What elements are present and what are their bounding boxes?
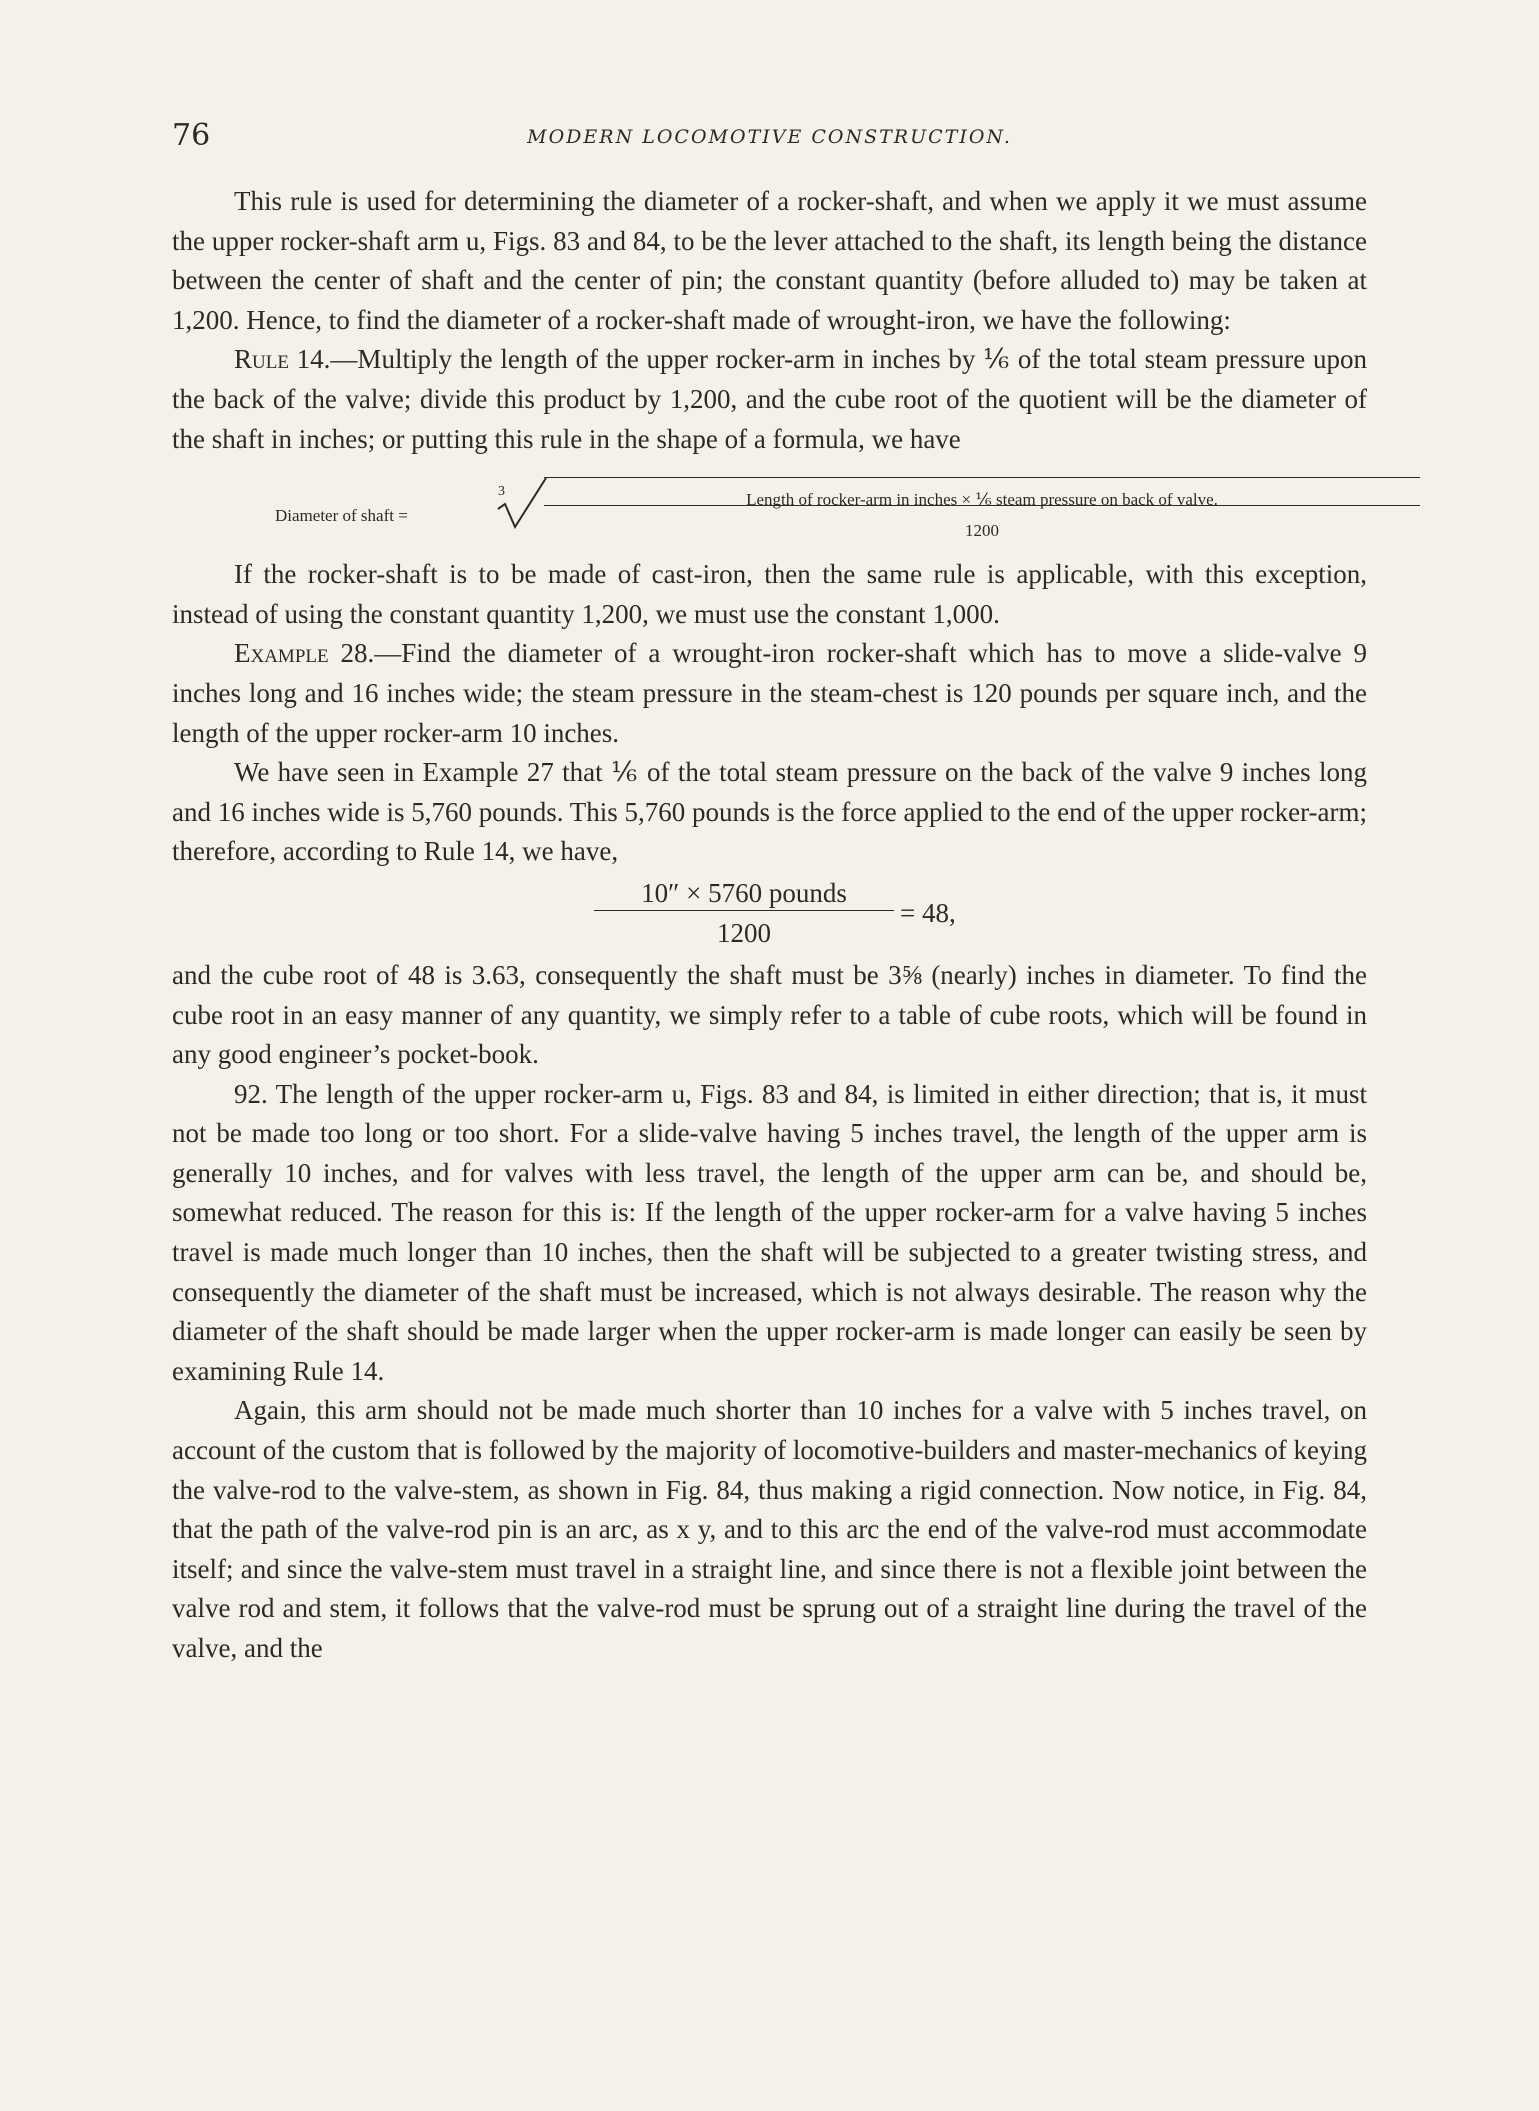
page-number: 76 — [172, 118, 211, 153]
fraction-line — [544, 505, 1420, 506]
paragraph-cast-iron: If the rocker-shaft is to be made of cast-iron, then the same rule is applicable, with this exception, instead of using the constant quantity 1,200, we must use the constant 1,000. — [172, 559, 1367, 629]
rule-label: Rule — [234, 344, 289, 375]
calc-fraction-line — [594, 910, 894, 911]
paragraph-arm-length: Again, this arm should not be made much shorter than 10 inches for a valve with 5 inches travel, on account of the custom that is followed by the majority of locomotive-builders and master-mechanics of keying the valve-rod to the valve-stem, as shown in Fig. 84, thus making a rigid connection. Now notice, in Fig. 84, that the path of the valve-rod pin is an arc, as x y, and to this arc the end of the valve-rod must accommodate itself; and since the valve-stem must travel in a straight line, and since there is not a flexible joint between the valve rod and stem, it follows that the valve-rod must be sprung out of a straight line during the travel of the valve, and the — [172, 1395, 1367, 1663]
calc-numerator: 10″ × 5760 pounds — [641, 877, 847, 908]
paragraph-92: 92. The length of the upper rocker-arm u, Figs. 83 and 84, is limited in either direction; that is, it must not be made too long or too short. For a slide-valve having 5 inches travel, the length of the upper arm is generally 10 inches, and for valves with less travel, the length of the upper arm can be, and should be, somewhat reduced. The reason for this is: If the length of the upper rocker-arm for a valve having 5 inches travel is made much longer than 10 inches, then the shaft will be subjected to a greater twisting stress, and consequently the diameter of the shaft must be increased, which is not always desirable. The reason why the diameter of the shaft should be made larger when the upper rocker-arm is made longer can easily be seen by examining Rule 14. — [172, 1078, 1367, 1386]
paragraph-example-27-reference: We have seen in Example 27 that ⅙ of the total steam pressure on the back of the valve 9 inches long and 16 inches wide is 5,760 pounds. This 5,760 pounds is the force applied to the end of the upper rocker-arm; therefore, according to Rule 14, we have, — [172, 757, 1367, 867]
cube-root-index: 3 — [498, 484, 505, 500]
calc-result: = 48, — [900, 897, 956, 928]
example-label: Example — [234, 638, 329, 669]
formula-example-calculation — [172, 872, 1367, 956]
paragraph-rule-14 — [172, 340, 1367, 459]
paragraph-cube-root: and the cube root of 48 is 3.63, consequently the shaft must be 3⅝ (nearly) inches in diameter. To find the cube root in an easy manner of any quantity, we simply refer to a table of cube roots, which will be found in any good engineer’s pocket-book. — [172, 959, 1367, 1070]
body-text — [172, 182, 1367, 1669]
formula-lhs: Diameter of shaft = — [275, 506, 408, 526]
rule-14-text: 14.—Multiply the length of the upper rocker-arm in inches by ⅙ of the total steam pressure upon the back of the valve; divide this product by 1,200, and the cube root of the quotient will be the diameter of the shaft in inches; or putting this rule in the shape of a formula, we have — [172, 344, 1367, 454]
paragraph-example-28 — [172, 634, 1367, 753]
running-head: MODERN LOCOMOTIVE CONSTRUCTION. — [527, 126, 1012, 148]
paragraph-rocker-shaft-rule: This rule is used for determining the diameter of a rocker-shaft, and when we apply it we must assume the upper rocker-shaft arm u, Figs. 83 and 84, to be the lever attached to the shaft, its length being the distance between the center of shaft and the center of pin; the constant quantity (before alluded to) may be taken at 1,200. Hence, to find the diameter of a rocker-shaft made of wrought-iron, we have the following: — [172, 186, 1367, 335]
formula-diameter-of-shaft — [172, 467, 1367, 545]
page-header — [172, 118, 1367, 168]
radical-vinculum — [544, 477, 1420, 478]
formula-denominator: 1200 — [965, 521, 999, 541]
calc-denominator: 1200 — [717, 917, 771, 948]
formula-numerator: Length of rocker-arm in inches × ⅙ steam pressure on back of valve. — [746, 490, 1218, 510]
example-28-text: 28.—Find the diameter of a wrought-iron rocker-shaft which has to move a slide-valve 9 inches long and 16 inches wide; the steam pressure in the steam-chest is 120 pounds per square inch, and the length of the upper rocker-arm 10 inches. — [172, 638, 1367, 748]
